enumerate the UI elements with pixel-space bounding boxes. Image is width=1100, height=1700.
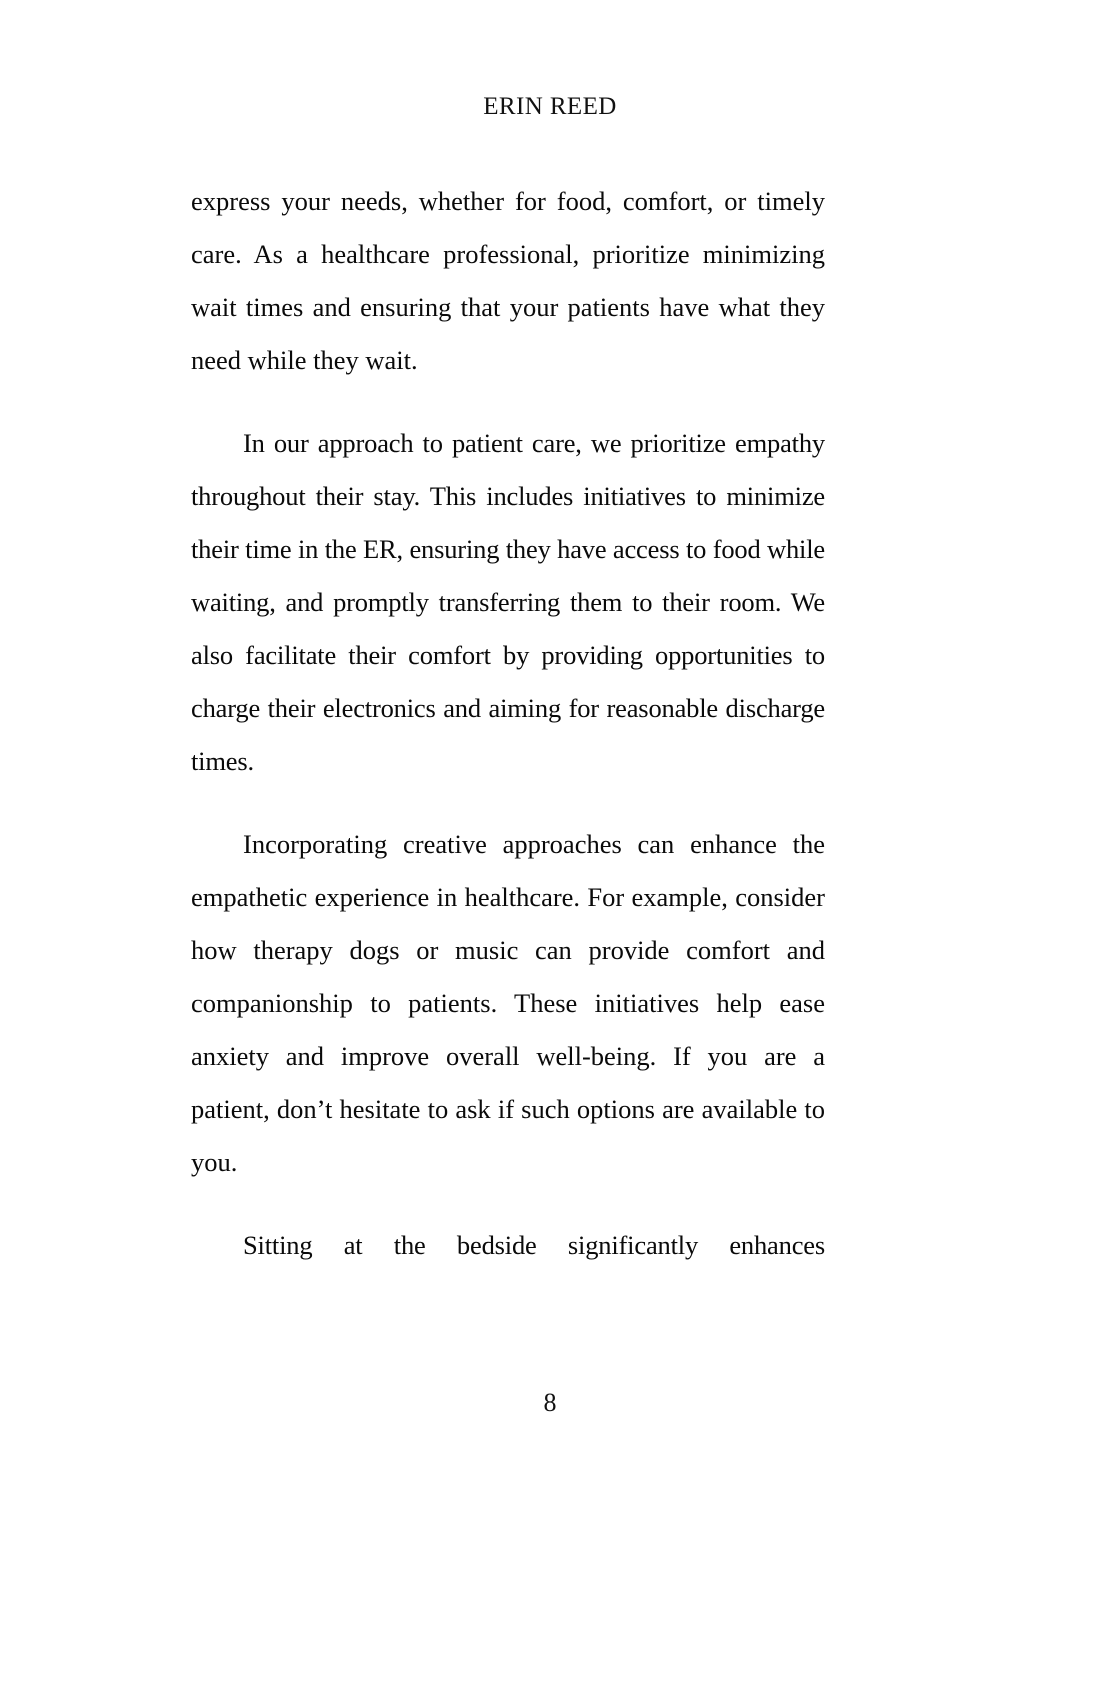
body-text-block [191,175,825,1325]
paragraph-1: express your needs, whether for food, comfort, or timely care. As a healthcare professional, prioritize minimizing wait times and ensuring that your patients have what they need while they wait. [191,186,825,375]
paragraph-2: In our approach to patient care, we prioritize empathy throughout their stay. This includes initiatives to minimize their time in the ER, ensuring they have access to food while waiting, and promptly transferring them to their room. We also facilitate their comfort by providing opportunities to charge their electronics and aiming for reasonable discharge times. [191,428,825,776]
paragraph-4: Sitting at the bedside significantly enhances [243,1230,825,1260]
paragraph-3: Incorporating creative approaches can enhance the empathetic experience in healthcare. For example, consider how therapy dogs or music can provide comfort and companionship to patients. These initiatives help ease anxiety and improve overall well-being. If you are a patient, don’t hesitate to ask if such options are available to you. [191,829,825,1177]
page-number: 8 [543,1388,557,1417]
running-head: ERIN REED [483,93,617,120]
